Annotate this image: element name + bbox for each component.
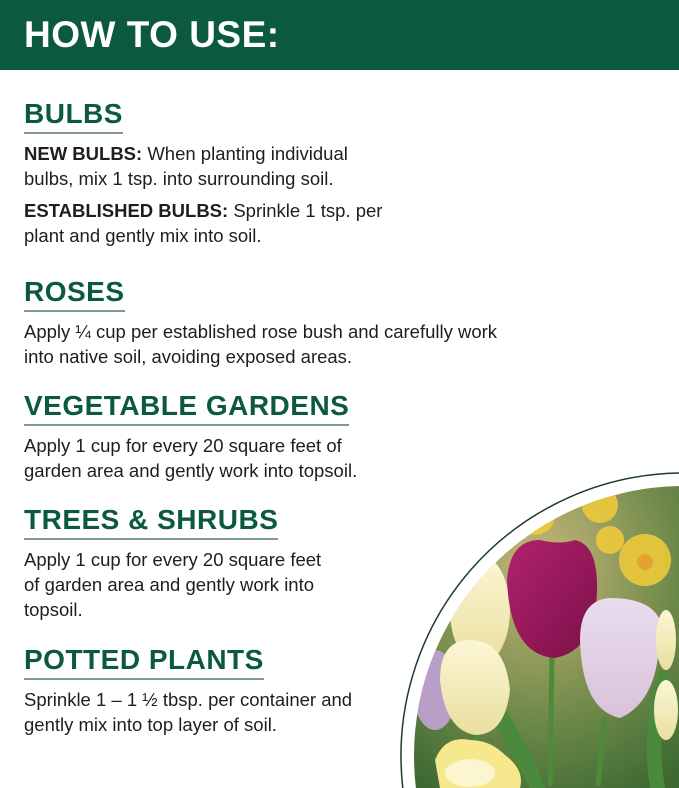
instruction-text: Apply 1 cup for every 20 square feet of garden area and gently work into topsoil.	[24, 549, 322, 620]
instruction-text: Sprinkle 1 tsp. per plant and gently mix into soil.	[24, 200, 383, 246]
header-banner	[0, 0, 679, 70]
instruction-label: ESTABLISHED BULBS:	[24, 200, 229, 221]
section-potted-plants	[24, 644, 364, 737]
section-vegetable-gardens	[24, 390, 404, 483]
instruction-text: Apply ¼ cup per established rose bush and carefully work into native soil, avoiding exposed areas.	[24, 321, 498, 367]
section-heading: POTTED PLANTS	[24, 644, 264, 680]
instruction-text: Sprinkle 1 – 1 ½ tbsp. per container and gently mix into top layer of soil.	[24, 689, 353, 735]
section-trees-shrubs	[24, 504, 324, 622]
page-title: HOW TO USE:	[24, 14, 280, 55]
instruction-text: Apply 1 cup for every 20 square feet of garden area and gently work into topsoil.	[24, 435, 358, 481]
instruction-label: NEW BULBS:	[24, 143, 143, 164]
section-heading: TREES & SHRUBS	[24, 504, 278, 540]
section-heading: VEGETABLE GARDENS	[24, 390, 349, 426]
instruction-text: When planting individual bulbs, mix 1 tsp. into surrounding soil.	[24, 143, 348, 189]
section-roses	[24, 276, 504, 369]
section-heading: ROSES	[24, 276, 125, 312]
instruction-established-bulbs	[24, 198, 384, 248]
section-heading: BULBS	[24, 98, 123, 134]
section-bulbs	[24, 98, 384, 248]
photo-frame-ring	[401, 473, 679, 788]
instruction-new-bulbs	[24, 141, 384, 191]
